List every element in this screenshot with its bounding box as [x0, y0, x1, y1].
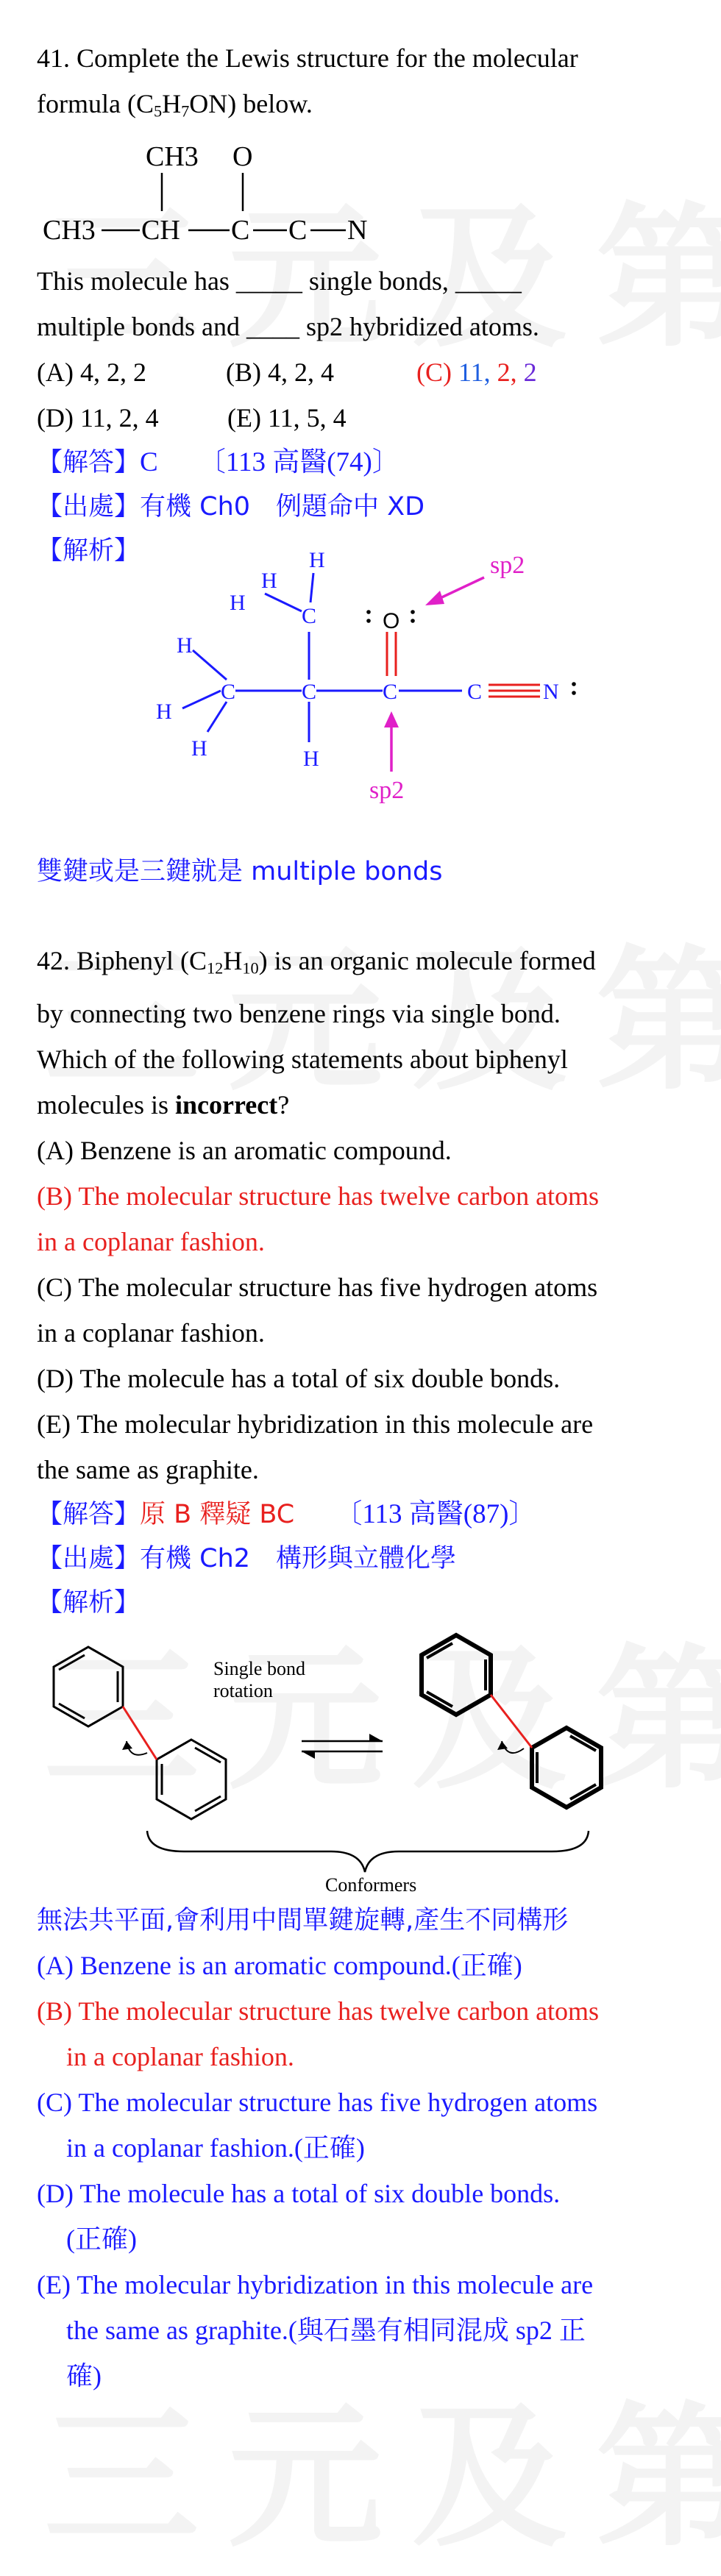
q41-stem-line-2: formula $(C_5H_7ON)$ below.: [37, 89, 313, 121]
q41-analysis-tag: 【解析】: [37, 536, 141, 566]
atom-h-top-1: H: [261, 568, 277, 593]
q42-number: 42.: [37, 945, 70, 975]
q41-answer-value: C: [140, 446, 158, 477]
q41-analysis-block: [37, 529, 692, 845]
q42-option-c-line-1[interactable]: (C) The molecular structure has five hydrogen atoms: [37, 1273, 598, 1303]
struct-c1: C: [231, 214, 250, 246]
atom-n-nitrile: N: [543, 679, 559, 704]
document-page: [37, 35, 692, 2399]
q42-stem-line-2: by connecting two benzene rings via single bond.: [37, 999, 561, 1029]
q41-lewis-diagram: [37, 529, 692, 845]
atom-h-left-3: H: [191, 736, 207, 761]
struct-o-top: O: [232, 140, 253, 172]
conformers-brace: [147, 1831, 589, 1872]
struct-ch: CH: [141, 214, 180, 246]
atom-c-nitrile: C: [467, 679, 483, 704]
q42-option-a[interactable]: (A) Benzene is an aromatic compound.: [37, 1136, 452, 1166]
q42-analysis-intro: 無法共平面,會利用中間單鍵旋轉,產生不同構形: [37, 1906, 569, 1936]
q41-answer-line: 【解答】C 〔113 高醫(74)〕: [37, 446, 399, 477]
q41-option-a[interactable]: (A) 4, 2, 2: [37, 357, 146, 387]
sp2-label-top: sp2: [490, 551, 525, 579]
q42-analysis-c: (C) The molecular structure has five hydrogen atoms in a coplanar fashion.(正確): [37, 2088, 598, 2163]
q42-option-e-line-1[interactable]: (E) The molecular hybridization in this molecule are: [37, 1409, 594, 1440]
rotation-label-2: rotation: [213, 1680, 273, 1702]
q41-stem-line-1: 41. Complete the Lewis structure for the molecular: [37, 43, 578, 73]
q41-source-value: 有機 Ch0 例題命中 XD: [140, 491, 425, 522]
atom-h-left-2: H: [156, 699, 172, 724]
q42-analysis-a: (A) Benzene is an aromatic compound.(正確): [37, 1951, 522, 1981]
q41-options-row-2: [37, 395, 692, 441]
q41-note: 雙鍵或是三鍵就是 multiple bonds: [37, 856, 443, 886]
struct-n: N: [347, 214, 368, 246]
q41-answer-ref: 〔113 高醫(74)〕: [198, 446, 399, 477]
atom-c-methyl-left: C: [221, 679, 236, 704]
atom-h-top-2: H: [309, 547, 325, 572]
q42-stem-line-3: Which of the following statements about biphenyl: [37, 1045, 568, 1075]
q42-analysis-tag: 【解析】: [37, 1588, 141, 1618]
q42-incorrect-emphasis: incorrect: [174, 1090, 278, 1120]
sp2-label-bottom: sp2: [369, 776, 405, 804]
q42-option-e-line-2[interactable]: the same as graphite.: [37, 1455, 259, 1485]
q42-stem-line-4: molecules is incorrect?: [37, 1090, 290, 1120]
atom-c-carbonyl: C: [383, 679, 398, 704]
q42-source-value: 有機 Ch2 構形與立體化學: [140, 1544, 457, 1574]
atom-c-central: C: [302, 679, 317, 704]
struct-ch3-left: CH3: [43, 214, 96, 246]
atom-o-carbonyl: O: [383, 608, 400, 633]
q42-answer-line: 【解答】原 B 釋疑 BC 〔113 高醫(87)〕: [37, 1499, 536, 1530]
atom-h-left-1: H: [177, 633, 193, 658]
q42-analysis-d: (D) The molecule has a total of six double bonds. (正確): [37, 2179, 561, 2255]
q41-fill-line-2: multiple bonds and ____ sp2 hybridized atoms.: [37, 311, 539, 341]
q42-analysis-e: (E) The molecular hybridization in this molecule are the same as graphite.(與石墨有相同混成 sp2 正 確): [37, 2270, 594, 2391]
q42-answer-ref: 〔113 高醫(87)〕: [335, 1499, 536, 1530]
struct-c2: C: [288, 214, 308, 246]
q42-analysis-b: (B) The molecular structure has twelve carbon atoms in a coplanar fashion.: [37, 1996, 600, 2072]
q42-answer-value: 原 B 釋疑 BC: [140, 1500, 295, 1530]
q41-number: 41.: [37, 43, 70, 73]
struct-ch3-top: CH3: [146, 140, 199, 172]
q42-option-c-line-2[interactable]: in a coplanar fashion.: [37, 1318, 265, 1348]
q42-stem-line-1: 42. Biphenyl $(C_{12}H_{10})$ is an organic molecule formed: [37, 945, 596, 978]
q41-option-d[interactable]: (D) 11, 2, 4: [37, 402, 159, 433]
rotation-label-1: Single bond: [213, 1658, 305, 1680]
q41-option-c[interactable]: (C) 11, 2, 2: [416, 357, 537, 387]
atom-h-bottom: H: [303, 746, 319, 771]
q41-option-b[interactable]: (B) 4, 2, 4: [226, 357, 334, 387]
q41-source-line: 【出處】有機 Ch0 例題命中 XD: [37, 491, 425, 522]
q41-condensed-structure: [37, 135, 419, 258]
q41-options-row-1: [37, 349, 692, 395]
atom-h-top-3: H: [230, 590, 246, 615]
q42-option-b-line-2[interactable]: in a coplanar fashion.: [37, 1227, 265, 1257]
q42-source-line: 【出處】有機 Ch2 構形與立體化學: [37, 1544, 457, 1574]
q41-option-e[interactable]: (E) 11, 5, 4: [227, 402, 347, 433]
conformers-caption: Conformers: [325, 1874, 417, 1896]
q41-fill-line-1: This molecule has _____ single bonds, _____: [37, 266, 522, 296]
q42-conformers-figure: [37, 1631, 692, 1896]
q42-option-b-line-1[interactable]: (B) The molecular structure has twelve carbon atoms: [37, 1181, 600, 1211]
q42-option-d[interactable]: (D) The molecule has a total of six double bonds.: [37, 1364, 561, 1394]
atom-c-methyl-top: C: [302, 603, 317, 628]
